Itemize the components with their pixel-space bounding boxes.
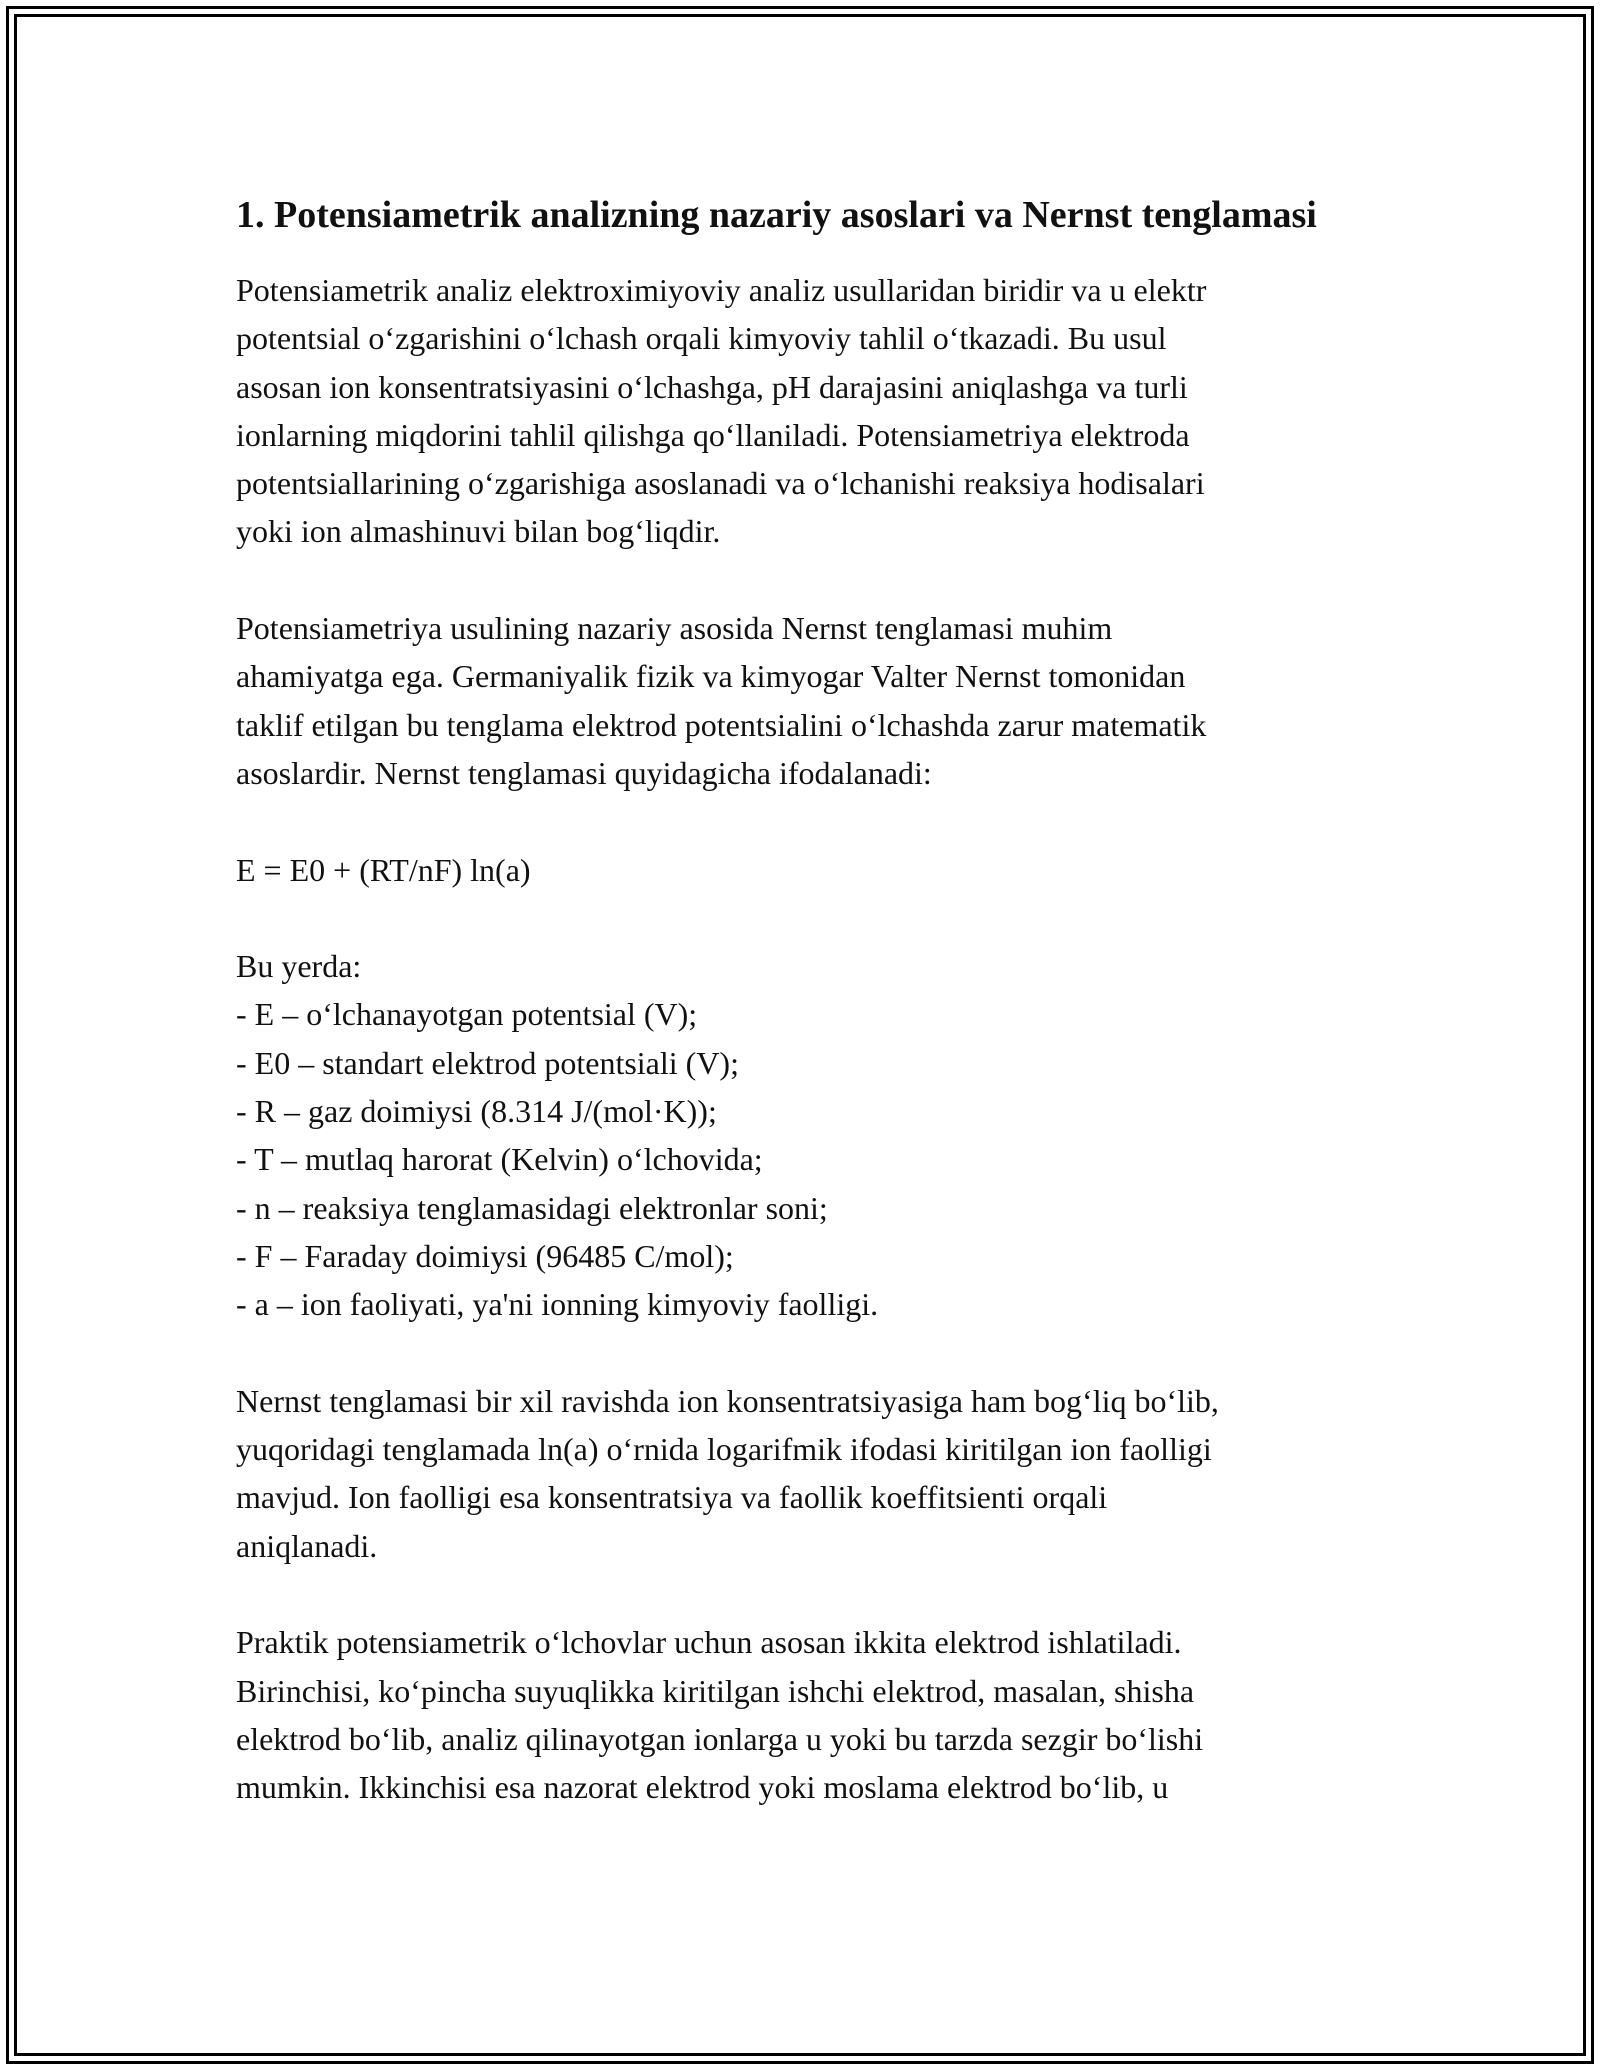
variable-item-f: - F – Faraday doimiysi (96485 C/mol); bbox=[236, 1237, 734, 1274]
variable-list bbox=[236, 990, 1376, 1328]
paragraph-spacer bbox=[236, 556, 1376, 604]
variable-item-a: - a – ion faoliyati, ya'ni ionning kimyoviy faolligi. bbox=[236, 1286, 879, 1323]
variable-item-t: - T – mutlaq harorat (Kelvin) o‘lchovida; bbox=[236, 1141, 763, 1178]
paragraph-spacer bbox=[236, 1329, 1376, 1377]
section-heading: 1. Potensiametrik analizning nazariy asoslari va Nernst tenglamasi bbox=[236, 194, 1317, 236]
paragraph-intro: Potensiametrik analiz elektroximiyoviy analiz usullaridan biridir va u elektr potentsial o‘zgarishini o‘lchash orqali kimyoviy tahlil o‘tkazadi. Bu usul asosan ion konsentratsiyasini o‘lchashga, pH darajasini aniqlashga va turli ionlarning miqdorini tahlil qilishga qo‘llaniladi. Potensiametriya elektroda potentsiallarining o‘zgarishiga asoslanadi va o‘lchanishi reaksiya hodisalari yoki ion almashinuvi bilan bog‘liqdir. bbox=[236, 272, 1207, 550]
document-body bbox=[236, 188, 1376, 1812]
variable-item-r: - R – gaz doimiysi (8.314 J/(mol·K)); bbox=[236, 1093, 717, 1130]
variable-item-e0: - E0 – standart elektrod potentsiali (V); bbox=[236, 1044, 739, 1081]
variable-item-n: - n – reaksiya tenglamasidagi elektronlar soni; bbox=[236, 1189, 828, 1226]
paragraph-electrodes: Praktik potensiametrik o‘lchovlar uchun asosan ikkita elektrod ishlatiladi. Birinchisi, ko‘pincha suyuqlikka kiritilgan ishchi elektrod, masalan, shisha elektrod bo‘lib, analiz qilinayotgan ionlarga u yoki bu tarzda sezgir bo‘lishi mumkin. Ikkinchisi esa nazorat elektrod yoki moslama elektrod bo‘lib, u bbox=[236, 1624, 1204, 1806]
paragraph-nernst-intro: Potensiametriya usulining nazariy asosida Nernst tenglamasi muhim ahamiyatga ega. Germaniyalik fizik va kimyogar Valter Nernst tomonidan taklif etilgan bu tenglama elektrod potentsialini o‘lchashda zarur matematik asoslardir. Nernst tenglamasi quyidagicha ifodalanadi: bbox=[236, 610, 1207, 791]
paragraph-spacer bbox=[236, 894, 1376, 942]
paragraph-spacer bbox=[236, 1570, 1376, 1618]
paragraph-ion-activity: Nernst tenglamasi bir xil ravishda ion konsentratsiyasiga ham bog‘liq bo‘lib, yuqoridagi tenglamada ln(a) o‘rnida logarifmik ifodasi kiritilgan ion faolligi mavjud. Ion faolligi esa konsentratsiya va faollik koeffitsienti orqali aniqlanadi. bbox=[236, 1382, 1219, 1564]
paragraph-spacer bbox=[236, 797, 1376, 845]
variable-item-e: - E – o‘lchanayotgan potentsial (V); bbox=[236, 996, 698, 1033]
nernst-equation: E = E0 + (RT/nF) ln(a) bbox=[236, 851, 531, 888]
where-label: Bu yerda: bbox=[236, 948, 362, 985]
